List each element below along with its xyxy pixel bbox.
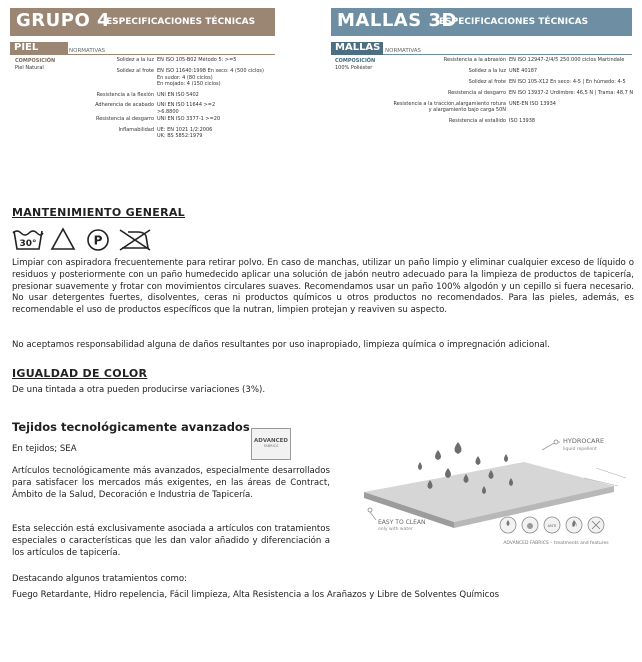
no-iron-icon [118, 228, 152, 252]
spec-value: EN ISO 105-X12 En seco: 4-5 | En húmedo: 4-5 [509, 79, 626, 85]
badge-sub: FABRICS [263, 444, 279, 448]
mallas-composicion-label: COMPOSICIÓN [335, 58, 376, 64]
spec-value: EN ISO 105-B02 Método 5: >=5 [157, 57, 237, 63]
wash-30-icon [12, 228, 44, 252]
mantenimiento-paragraph: Limpiar con aspiradora frecuentemente para retirar polvo. En caso de manchas, utilizar un paño limpio y eliminar cualquier exceso de líquido o residuos y posteriormente con un paño humedecido aplicar una solución de jabón neutro adecuado para la limpieza de productos de tapicería, presionar suavemente y frotar con movimientos circulares suaves. Recomendamos usar un paño 100% algodón y un cepillo si fuera necesario. No usar detergentes fuertes, disolventes, ceras ni productos químicos u otros productos no recomendados. Para las pieles, además, es recomendable el uso de productos específicos que la nutran, limpien protejan y reaviven su aspecto. [12, 258, 634, 316]
spec-label: Resistencia al estallido [448, 118, 506, 124]
mallas-subtitle: ESPECIFICACIONES TÉCNICAS [439, 17, 589, 27]
spec-value: >6.8800 [157, 109, 179, 115]
igualdad-heading: IGUALDAD DE COLOR [12, 367, 148, 380]
bleach-triangle-icon [50, 227, 76, 251]
spec-label: Solidez a la luz [116, 57, 154, 63]
spec-value: EN ISO 12947-2/4/5 250.000 ciclos Martindale [509, 57, 625, 63]
spec-label: Solidez al frote [116, 68, 154, 74]
tejidos-heading: Tejidos tecnológicamente avanzados [12, 420, 250, 434]
spec-value: UE: EN 1021 1/2:2006 [157, 127, 213, 133]
spec-value: UNI EN ISO 5402 [157, 92, 199, 98]
mallas-section-label: MALLAS [331, 42, 383, 55]
advanced-fabrics-illustration [346, 420, 636, 550]
svg-text:30°: 30° [19, 239, 37, 249]
spec-value: UNE-EN ISO 13934 [509, 101, 556, 107]
dry-clean-p-icon [86, 228, 110, 252]
hydrocare-dot [554, 440, 558, 444]
mallas-normativas-label: NORMATIVAS [385, 48, 421, 54]
spec-value: EN ISO 13937-2 Urdimbre: 46,5 N | Trama: 48,7 N [509, 90, 634, 96]
hydrocare-label: HYDROCARE [563, 437, 605, 445]
mantenimiento-heading: MANTENIMIENTO GENERAL [12, 206, 185, 219]
spec-label: Resistencia al desgarro [95, 116, 154, 122]
spec-label: Resistencia a la abrasión [443, 57, 506, 63]
piel-normativas-label: NORMATIVAS [69, 48, 105, 54]
spec-value: EN ISO 11640:1998 En seco: 4 (500 ciclos) [157, 68, 264, 74]
svg-text:P: P [93, 233, 103, 248]
tejidos-paragraph1: Artículos tecnológicamente más avanzados, especialmente desarrollados para satisfacer los mercados más exigentes, en las áreas de Contract, Ámbito de la Salud, Decoración e Industria de Tapicería. [12, 466, 330, 500]
spec-label: Inflamabilidad [118, 127, 154, 133]
spec-value: UNE 40187 [509, 68, 538, 74]
mallas-composicion-value: 100% Poliéster [335, 65, 373, 71]
mallas-divider [383, 54, 632, 55]
piel-composicion-value: Piel Natural [15, 65, 44, 71]
mallas-title: MALLAS 3D [337, 10, 457, 31]
spec-value: En mojado: 4 (150 ciclos) [157, 81, 221, 87]
grupo-header [10, 8, 275, 36]
badge-title: ADVANCED [254, 438, 288, 444]
responsabilidad-paragraph: No aceptamos responsabilidad alguna de daños resultantes por uso inapropiado, limpieza química o impregnación adicional. [12, 340, 550, 350]
destacando-text: Destacando algunos tratamientos como: [12, 574, 188, 584]
fabric-top [364, 462, 614, 522]
spec-label: Resistencia al desgarro [447, 90, 506, 96]
spec-label: Adherencia de acabado [95, 102, 154, 108]
easy-clean-sub: only with water [378, 527, 413, 532]
en-tejidos-text: En tejidos; SEA [12, 444, 77, 454]
spec-value: UNI EN ISO 11644 >=2 [157, 102, 216, 108]
spec-value: UK: BS 5852:1979 [157, 133, 203, 139]
spec-label: Resistencia a la tracción,alargamiento rotura [393, 101, 506, 107]
advanced-fabrics-badge [251, 428, 291, 460]
spec-label: y alargamiento bajo carga 50N [428, 107, 506, 113]
illustration-footer: ADVANCED FABRICS – treatments and features [503, 541, 609, 546]
easy-clean-label: EASY TO CLEAN [378, 519, 426, 526]
spec-value: En sudor: 4 (80 ciclos) [157, 75, 213, 81]
piel-divider [68, 54, 275, 55]
piel-composicion-label: COMPOSICIÓN [15, 58, 56, 64]
spec-value: ISO 13938 [509, 118, 536, 124]
grupo-subtitle: ESPECIFICACIONES TÉCNICAS [106, 17, 256, 27]
spec-value: UNI EN ISO 3377-1 >=20 [157, 116, 221, 122]
tratamientos-text: Fuego Retardante, Hidro repelencia, Fácil limpieza, Alta Resistencia a los Arañazos y Libre de Solventes Químicos [12, 590, 500, 600]
mallas-header [331, 8, 632, 36]
spec-label: Solidez a la luz [468, 68, 506, 74]
piel-section-label: PIEL [10, 42, 68, 55]
spec-label: Solidez al frote [468, 79, 506, 85]
grupo-title: GRUPO 4 [16, 10, 111, 31]
easy-clean-dot [368, 508, 372, 512]
spec-label: Resistencia a la flexión [96, 92, 154, 98]
igualdad-text: De una tintada a otra pueden producirse variaciones (3%). [12, 385, 266, 395]
hydrocare-sub: liquid repellent [563, 447, 597, 452]
anti-label: ANTI [547, 523, 557, 528]
tejidos-paragraph2: Esta selección está exclusivamente asociada a artículos con tratamientos especiales o características que les dan valor añadido y diferenciación a los artículos de tapicería. [12, 524, 330, 558]
